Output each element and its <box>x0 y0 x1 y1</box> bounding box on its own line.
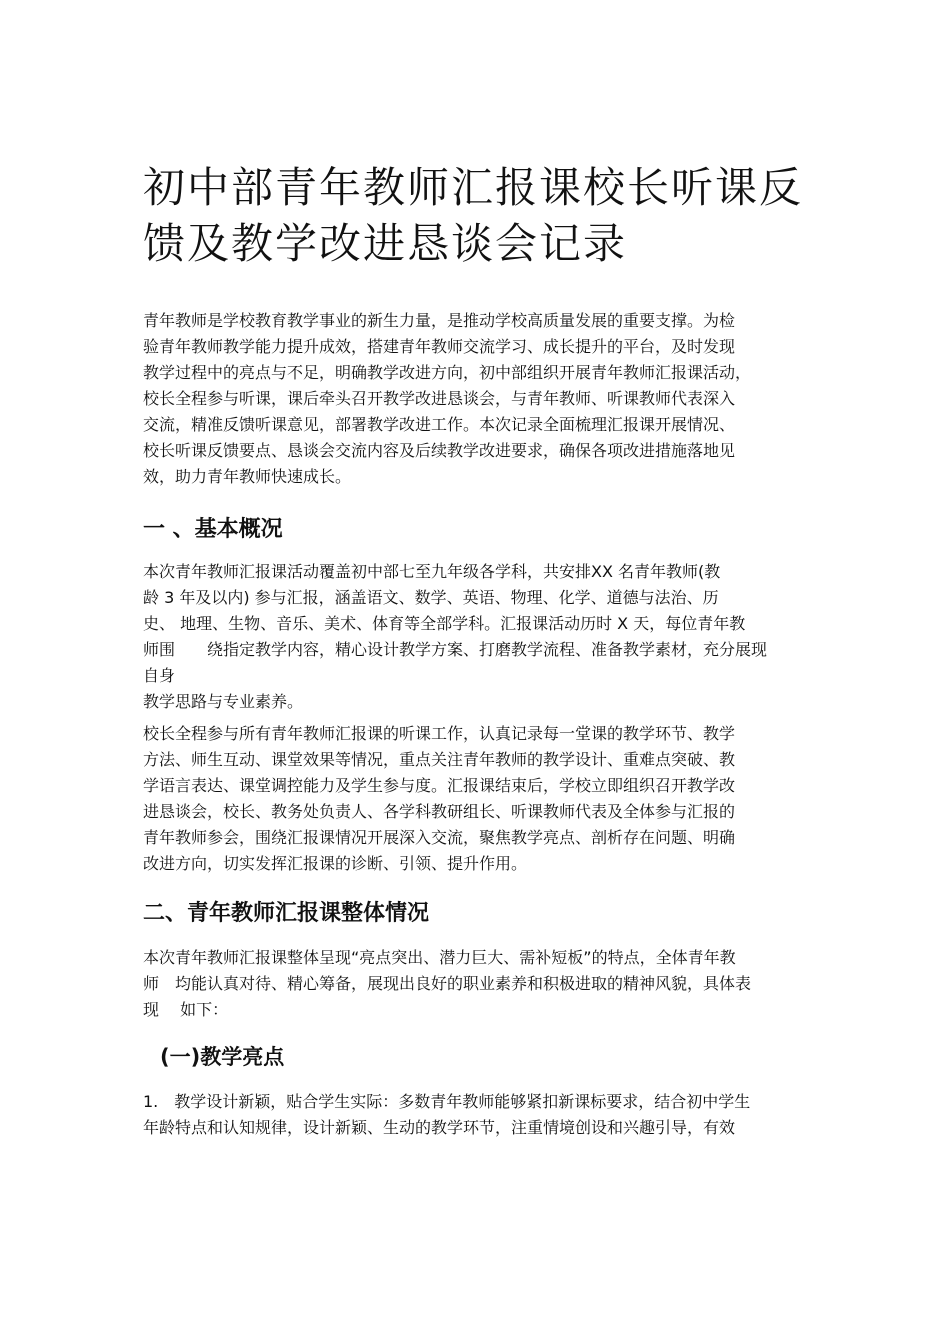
text-line: 本次青年教师汇报课活动覆盖初中部七至九年级各学科，共安排XX 名青年教师(教 <box>143 562 721 581</box>
section-heading-basic-overview: 一 、基本概况 <box>143 517 283 542</box>
text-line: 师围 绕指定教学内容，精心设计教学方案、打磨教学流程、准备教学素材，充分展现 <box>143 640 768 659</box>
text-line: 师 均能认真对待、精心筹备，展现出良好的职业素养和积极进取的精神风貌，具体表 <box>143 974 752 993</box>
text-line: 校长全程参与所有青年教师汇报课的听课工作，认真记录每一堂课的教学环节、教学 <box>143 724 736 743</box>
document-title <box>143 160 833 272</box>
text-line: 青年教师参会，围绕汇报课情况开展深入交流，聚焦教学亮点、剖析存在问题、明确 <box>143 828 736 847</box>
section1-paragraph-2 <box>143 721 823 877</box>
text-line: 效，助力青年教师快速成长。 <box>143 467 352 486</box>
text-line: 学语言表达、课堂调控能力及学生参与度。汇报课结束后，学校立即组织召开教学改 <box>143 776 736 795</box>
text-line: 自身 <box>143 666 176 685</box>
text-line: 教学过程中的亮点与不足，明确教学改进方向，初中部组织开展青年教师汇报课活动， <box>143 363 752 382</box>
text-line: 1. 教学设计新颖，贴合学生实际：多数青年教师能够紧扣新课标要求，结合初中学生 <box>143 1092 751 1111</box>
item-1-paragraph <box>143 1089 823 1141</box>
text-line: 改进方向，切实发挥汇报课的诊断、引领、提升作用。 <box>143 854 528 873</box>
text-line: 方法、师生互动、课堂效果等情况，重点关注青年教师的教学设计、重难点突破、教 <box>143 750 736 769</box>
text-line: 教学思路与专业素养。 <box>143 692 304 711</box>
subsection-heading-teaching-highlights: (一)教学亮点 <box>160 1045 285 1069</box>
text-line: 青年教师是学校教育教学事业的新生力量，是推动学校高质量发展的重要支撑。为检 <box>143 311 736 330</box>
section1-paragraph-1 <box>143 559 823 715</box>
text-line: 本次青年教师汇报课整体呈现“亮点突出、潜力巨大、需补短板”的特点，全体青年教 <box>143 948 736 967</box>
text-line: 年龄特点和认知规律，设计新颖、生动的教学环节，注重情境创设和兴趣引导，有效 <box>143 1118 736 1137</box>
text-line: 史、 地理、生物、音乐、美术、体育等全部学科。汇报课活动历时 X 天，每位青年教 <box>143 614 746 633</box>
section-heading-overall-situation: 二、青年教师汇报课整体情况 <box>143 901 430 926</box>
intro-paragraph <box>143 308 823 490</box>
title-line: 初中部青年教师汇报课校长听课反 <box>143 163 804 212</box>
text-line: 校长全程参与听课，课后牵头召开教学改进恳谈会，与青年教师、听课教师代表深入 <box>143 389 736 408</box>
text-line: 现 如下： <box>143 1000 229 1019</box>
text-line: 验青年教师教学能力提升成效，搭建青年教师交流学习、成长提升的平台，及时发现 <box>143 337 736 356</box>
section2-paragraph-1 <box>143 945 823 1023</box>
text-line: 龄 3 年及以内) 参与汇报，涵盖语文、数学、英语、物理、化学、道德与法治、历 <box>143 588 719 607</box>
text-line: 校长听课反馈要点、恳谈会交流内容及后续教学改进要求，确保各项改进措施落地见 <box>143 441 736 460</box>
text-line: 进恳谈会，校长、教务处负责人、各学科教研组长、听课教师代表及全体参与汇报的 <box>143 802 736 821</box>
title-line: 馈及教学改进恳谈会记录 <box>143 219 628 268</box>
text-line: 交流，精准反馈听课意见，部署教学改进工作。本次记录全面梳理汇报课开展情况、 <box>143 415 736 434</box>
